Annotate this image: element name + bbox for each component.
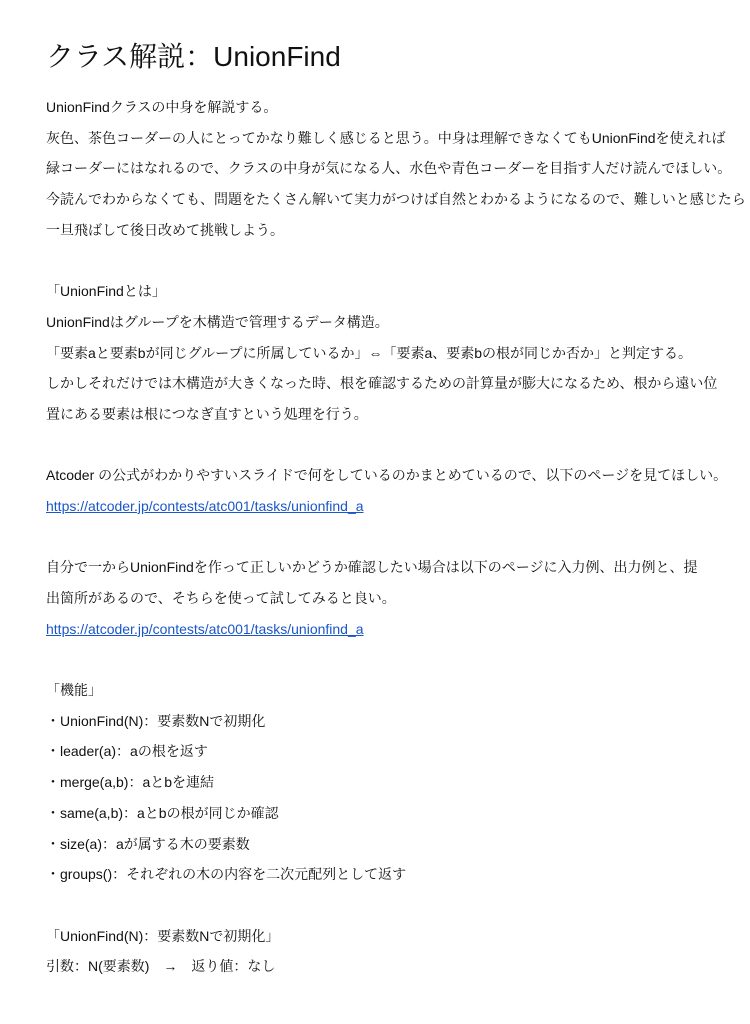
what-is-line: UnionFindはグループを木構造で管理するデータ構造。 (46, 313, 389, 330)
what-is-line: しかしそれだけでは木構造が大きくなった時、根を確認するための計算量が膨大になるため、根から遠い位 (46, 375, 718, 392)
features-heading: 「機能」 (46, 682, 102, 699)
what-is-line: 置にある要素は根につなぎ直すという処理を行う。 (46, 405, 368, 422)
atcoder-link-2[interactable]: https://atcoder.jp/contests/atc001/tasks/unionfind_a (46, 620, 364, 637)
intro-line: 今読んでわからなくても、問題をたくさん解いて実力がつけば自然とわかるようになるので、難しいと感じたら (46, 191, 746, 208)
what-is-line: 「要素aと要素bが同じグループに所属しているか」⇔「要素a、要素bの根が同じか否か」と判定する。 (46, 344, 693, 361)
spacer (46, 644, 746, 675)
feature-item: ・groups()：それぞれの木の内容を二次元配列として返す (46, 866, 407, 883)
intro-line: 灰色、茶色コーダーの人にとってかなり難しく感じると思う。中身は理解できなくてもUnionFindを使えれば (46, 129, 726, 146)
spacer (46, 430, 746, 461)
spacer (46, 522, 746, 553)
intro-line: 緑コーダーにはなれるので、クラスの中身が気になる人、水色や青色コーダーを目指す人だけ読んでほしい。 (46, 160, 732, 177)
feature-item: ・leader(a)：aの根を返す (46, 743, 208, 760)
document-body (46, 92, 746, 982)
intro-line: UnionFindクラスの中身を解説する。 (46, 99, 278, 115)
atcoder-link-1[interactable]: https://atcoder.jp/contests/atc001/tasks/unionfind_a (46, 497, 364, 514)
feature-item: ・UnionFind(N)：要素数Nで初期化 (46, 712, 266, 729)
ctor-signature: 引数：N(要素数) → 返り値：なし (46, 958, 276, 975)
spacer (46, 890, 746, 921)
intro-line: 一旦飛ばして後日改めて挑戦しよう。 (46, 221, 284, 238)
page-title: クラス解説：UnionFind (46, 41, 341, 72)
section-heading-what-is: 「UnionFindとは」 (46, 283, 166, 300)
self-test-line: 出箇所があるので、そちらを使って試してみると良い。 (46, 590, 396, 606)
spacer (46, 245, 746, 276)
atcoder-note: Atcoder の公式がわかりやすいスライドで何をしているのかまとめているので、以下のページを見てほしい。 (46, 467, 728, 484)
feature-item: ・size(a)：aが属する木の要素数 (46, 835, 250, 852)
feature-item: ・same(a,b)：aとbの根が同じか確認 (46, 804, 279, 821)
feature-item: ・merge(a,b)：aとbを連結 (46, 774, 215, 791)
ctor-heading: 「UnionFind(N)：要素数Nで初期化」 (46, 927, 280, 944)
self-test-line: 自分で一からUnionFindを作って正しいかどうか確認したい場合は以下のページに入力例、出力例と、提 (46, 559, 698, 576)
